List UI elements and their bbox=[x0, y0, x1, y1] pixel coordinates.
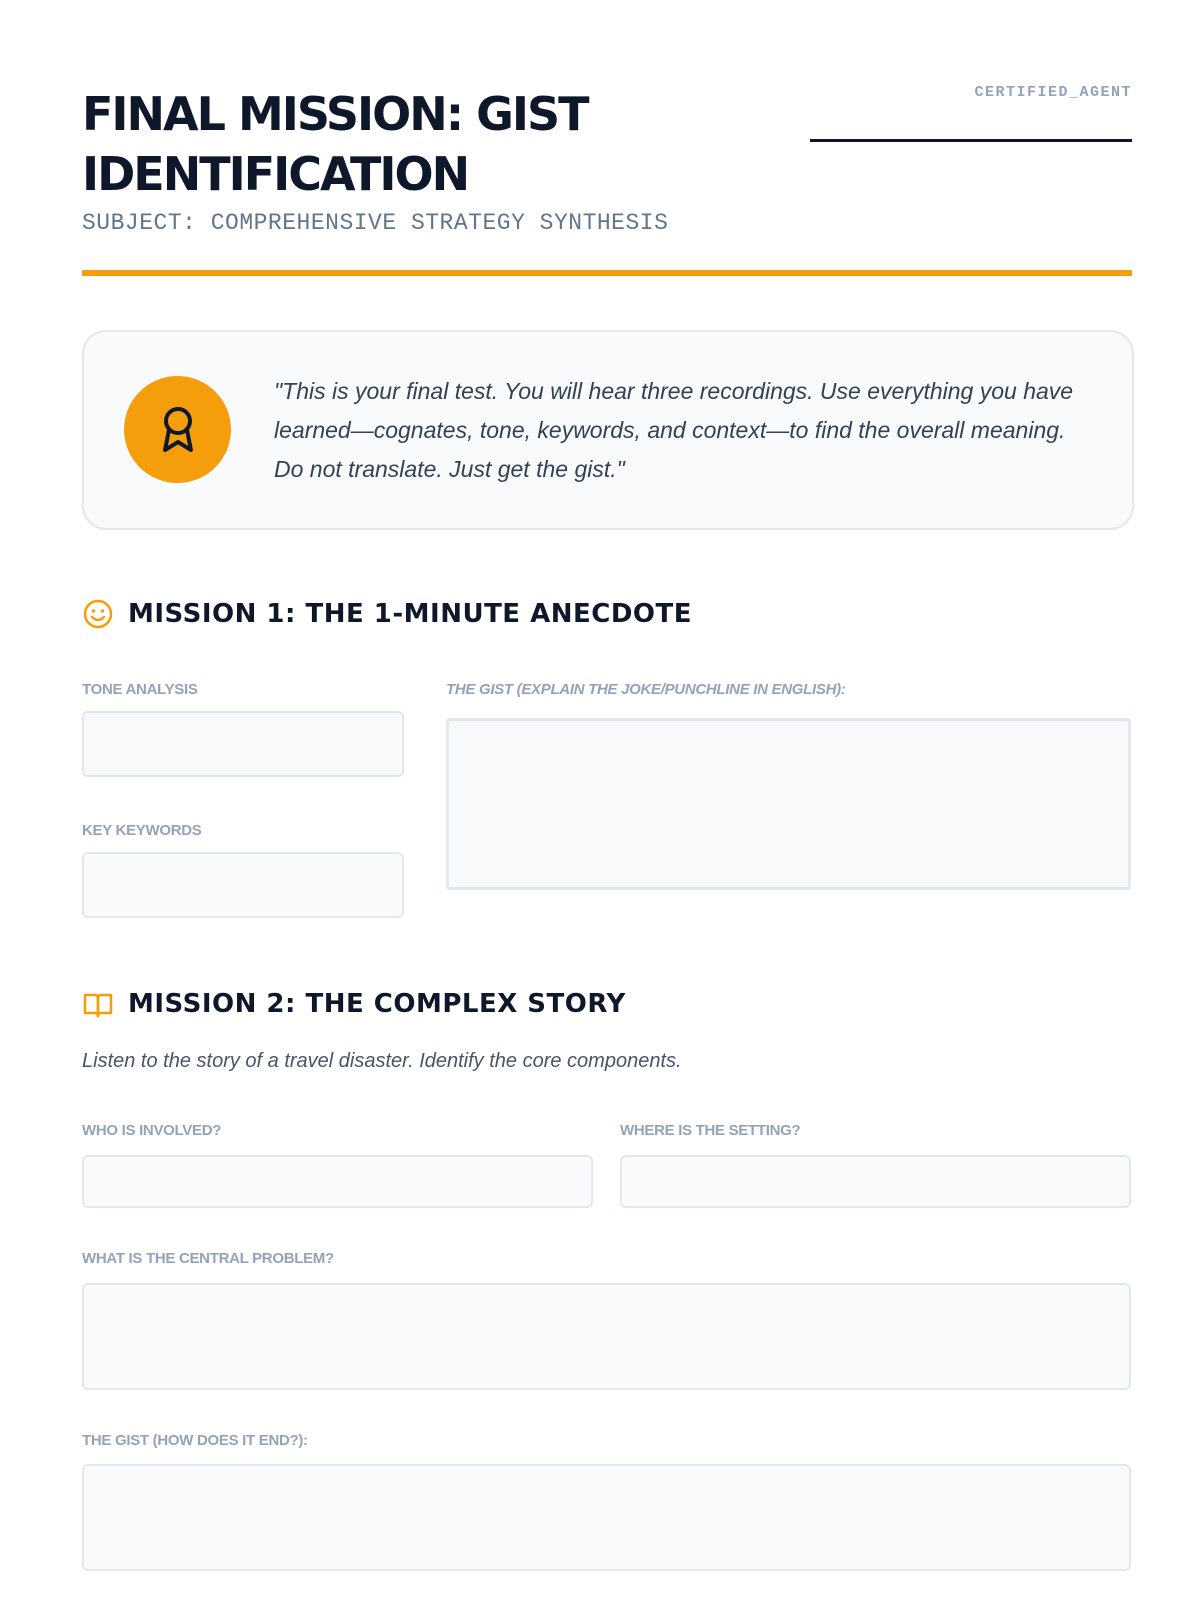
certified-agent-label: CERTIFIED_AGENT bbox=[974, 84, 1132, 101]
joke-gist-label: THE GIST (EXPLAIN THE JOKE/PUNCHLINE IN ENGLISH): bbox=[446, 681, 846, 698]
mission-2-heading bbox=[82, 988, 626, 1020]
certified-agent-signature bbox=[810, 84, 1132, 142]
joke-gist-field[interactable] bbox=[446, 718, 1131, 890]
who-involved-label: WHO IS INVOLVED? bbox=[82, 1122, 222, 1139]
signature-line[interactable] bbox=[810, 139, 1132, 142]
mission-1-heading bbox=[82, 598, 692, 630]
header bbox=[82, 84, 1132, 236]
mission-2-title: MISSION 2: THE COMPLEX STORY bbox=[128, 989, 626, 1019]
setting-label: WHERE IS THE SETTING? bbox=[620, 1122, 801, 1139]
story-gist-label: THE GIST (HOW DOES IT END?): bbox=[82, 1432, 308, 1449]
subject-line: SUBJECT: COMPREHENSIVE STRATEGY SYNTHESIS bbox=[82, 210, 669, 236]
mission-1-title: MISSION 1: THE 1-MINUTE ANECDOTE bbox=[128, 599, 693, 629]
tone-analysis-label: TONE ANALYSIS bbox=[82, 681, 198, 698]
page-title: FINAL MISSION: GIST IDENTIFICATION bbox=[82, 87, 588, 201]
intro-quote: "This is your final test. You will hear three recordings. Use everything you have learned—cognates, tone, keywords, and context—to find the overall meaning. Do not translate. Just get the gist." bbox=[274, 378, 1074, 482]
key-keywords-label: KEY KEYWORDS bbox=[82, 822, 202, 839]
tone-analysis-field[interactable] bbox=[82, 711, 404, 777]
setting-field[interactable] bbox=[620, 1155, 1131, 1208]
header-divider bbox=[82, 270, 1132, 276]
key-keywords-field[interactable] bbox=[82, 852, 404, 918]
who-involved-field[interactable] bbox=[82, 1155, 593, 1208]
smile-icon bbox=[82, 598, 114, 630]
mission-2-instruction: Listen to the story of a travel disaster. Identify the core components. bbox=[82, 1050, 682, 1072]
central-problem-field[interactable] bbox=[82, 1283, 1131, 1390]
award-badge bbox=[124, 376, 231, 483]
book-open-icon bbox=[82, 988, 114, 1020]
story-gist-field[interactable] bbox=[82, 1464, 1131, 1571]
central-problem-label: WHAT IS THE CENTRAL PROBLEM? bbox=[82, 1250, 334, 1267]
award-icon bbox=[158, 404, 198, 456]
intro-card bbox=[82, 330, 1134, 530]
